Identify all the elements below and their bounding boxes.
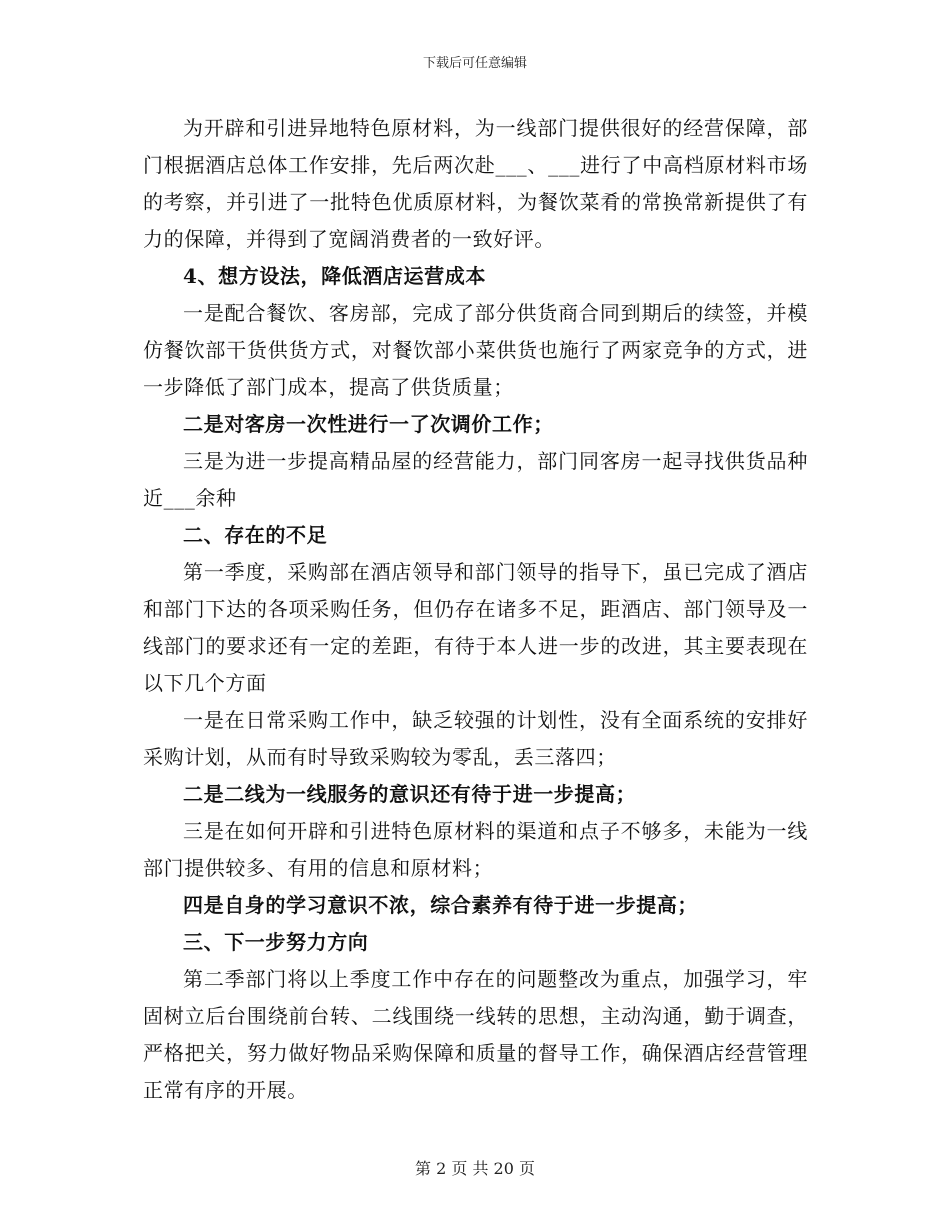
paragraph-7: 第二季部门将以上季度工作中存在的问题整改为重点，加强学习，牢固树立后台围绕前台转、二线围绕一线转的思想，主动沟通，勤于调查，严格把关，努力做好物品采购保障和质量的督导工作，确保酒店经营管理正常有序的开展。 (143, 967, 808, 1102)
paragraph-bold-1: 二是对客房一次性进行一了次调价工作； (183, 412, 554, 436)
paragraph-6: 三是在如何开辟和引进特色原材料的渠道和点子不够多，未能为一线部门提供较多、有用的信息和原材料； (143, 819, 808, 880)
page-footer: 第 2 页 共 20 页 (415, 1159, 535, 1178)
paragraph-bold-2: 二是二线为一线服务的意识还有待于进一步提高； (183, 782, 637, 806)
paragraph-bold-3: 四是自身的学习意识不浓，综合素养有待于进一步提高； (183, 893, 698, 917)
paragraph-3: 三是为进一步提高精品屋的经营能力，部门同客房一起寻找供货品种近___余种 (143, 449, 808, 510)
section-heading-4: 4、想方设法，降低酒店运营成本 (183, 264, 486, 288)
paragraph-2: 一是配合餐饮、客房部，完成了部分供货商合同到期后的续签，并模仿餐饮部干货供货方式，对餐饮部小菜供货也施行了两家竞争的方式，进一步降低了部门成本，提高了供货质量； (143, 301, 808, 399)
section-heading-next-steps: 三、下一步努力方向 (183, 930, 369, 954)
paragraph-4: 第一季度，采购部在酒店领导和部门领导的指导下，虽已完成了酒店和部门下达的各项采购任务，但仍存在诸多不足，距酒店、部门领导及一线部门的要求还有一定的差距，有待于本人进一步的改进，其主要表现在以下几个方面 (143, 560, 808, 695)
paragraph-1: 为开辟和引进异地特色原材料，为一线部门提供很好的经营保障，部门根据酒店总体工作安排，先后两次赴___、___进行了中高档原材料市场的考察，并引进了一批特色优质原材料，为餐饮菜肴的常换常新提供了有力的保障，并得到了宽阔消费者的一致好评。 (143, 116, 808, 251)
page-header: 下载后可任意编辑 (422, 56, 527, 71)
section-heading-shortcomings: 二、存在的不足 (183, 523, 328, 547)
document-body (143, 110, 808, 1109)
paragraph-5: 一是在日常采购工作中，缺乏较强的计划性，没有全面系统的安排好采购计划，从而有时导致采购较为零乱，丢三落四； (143, 708, 808, 769)
